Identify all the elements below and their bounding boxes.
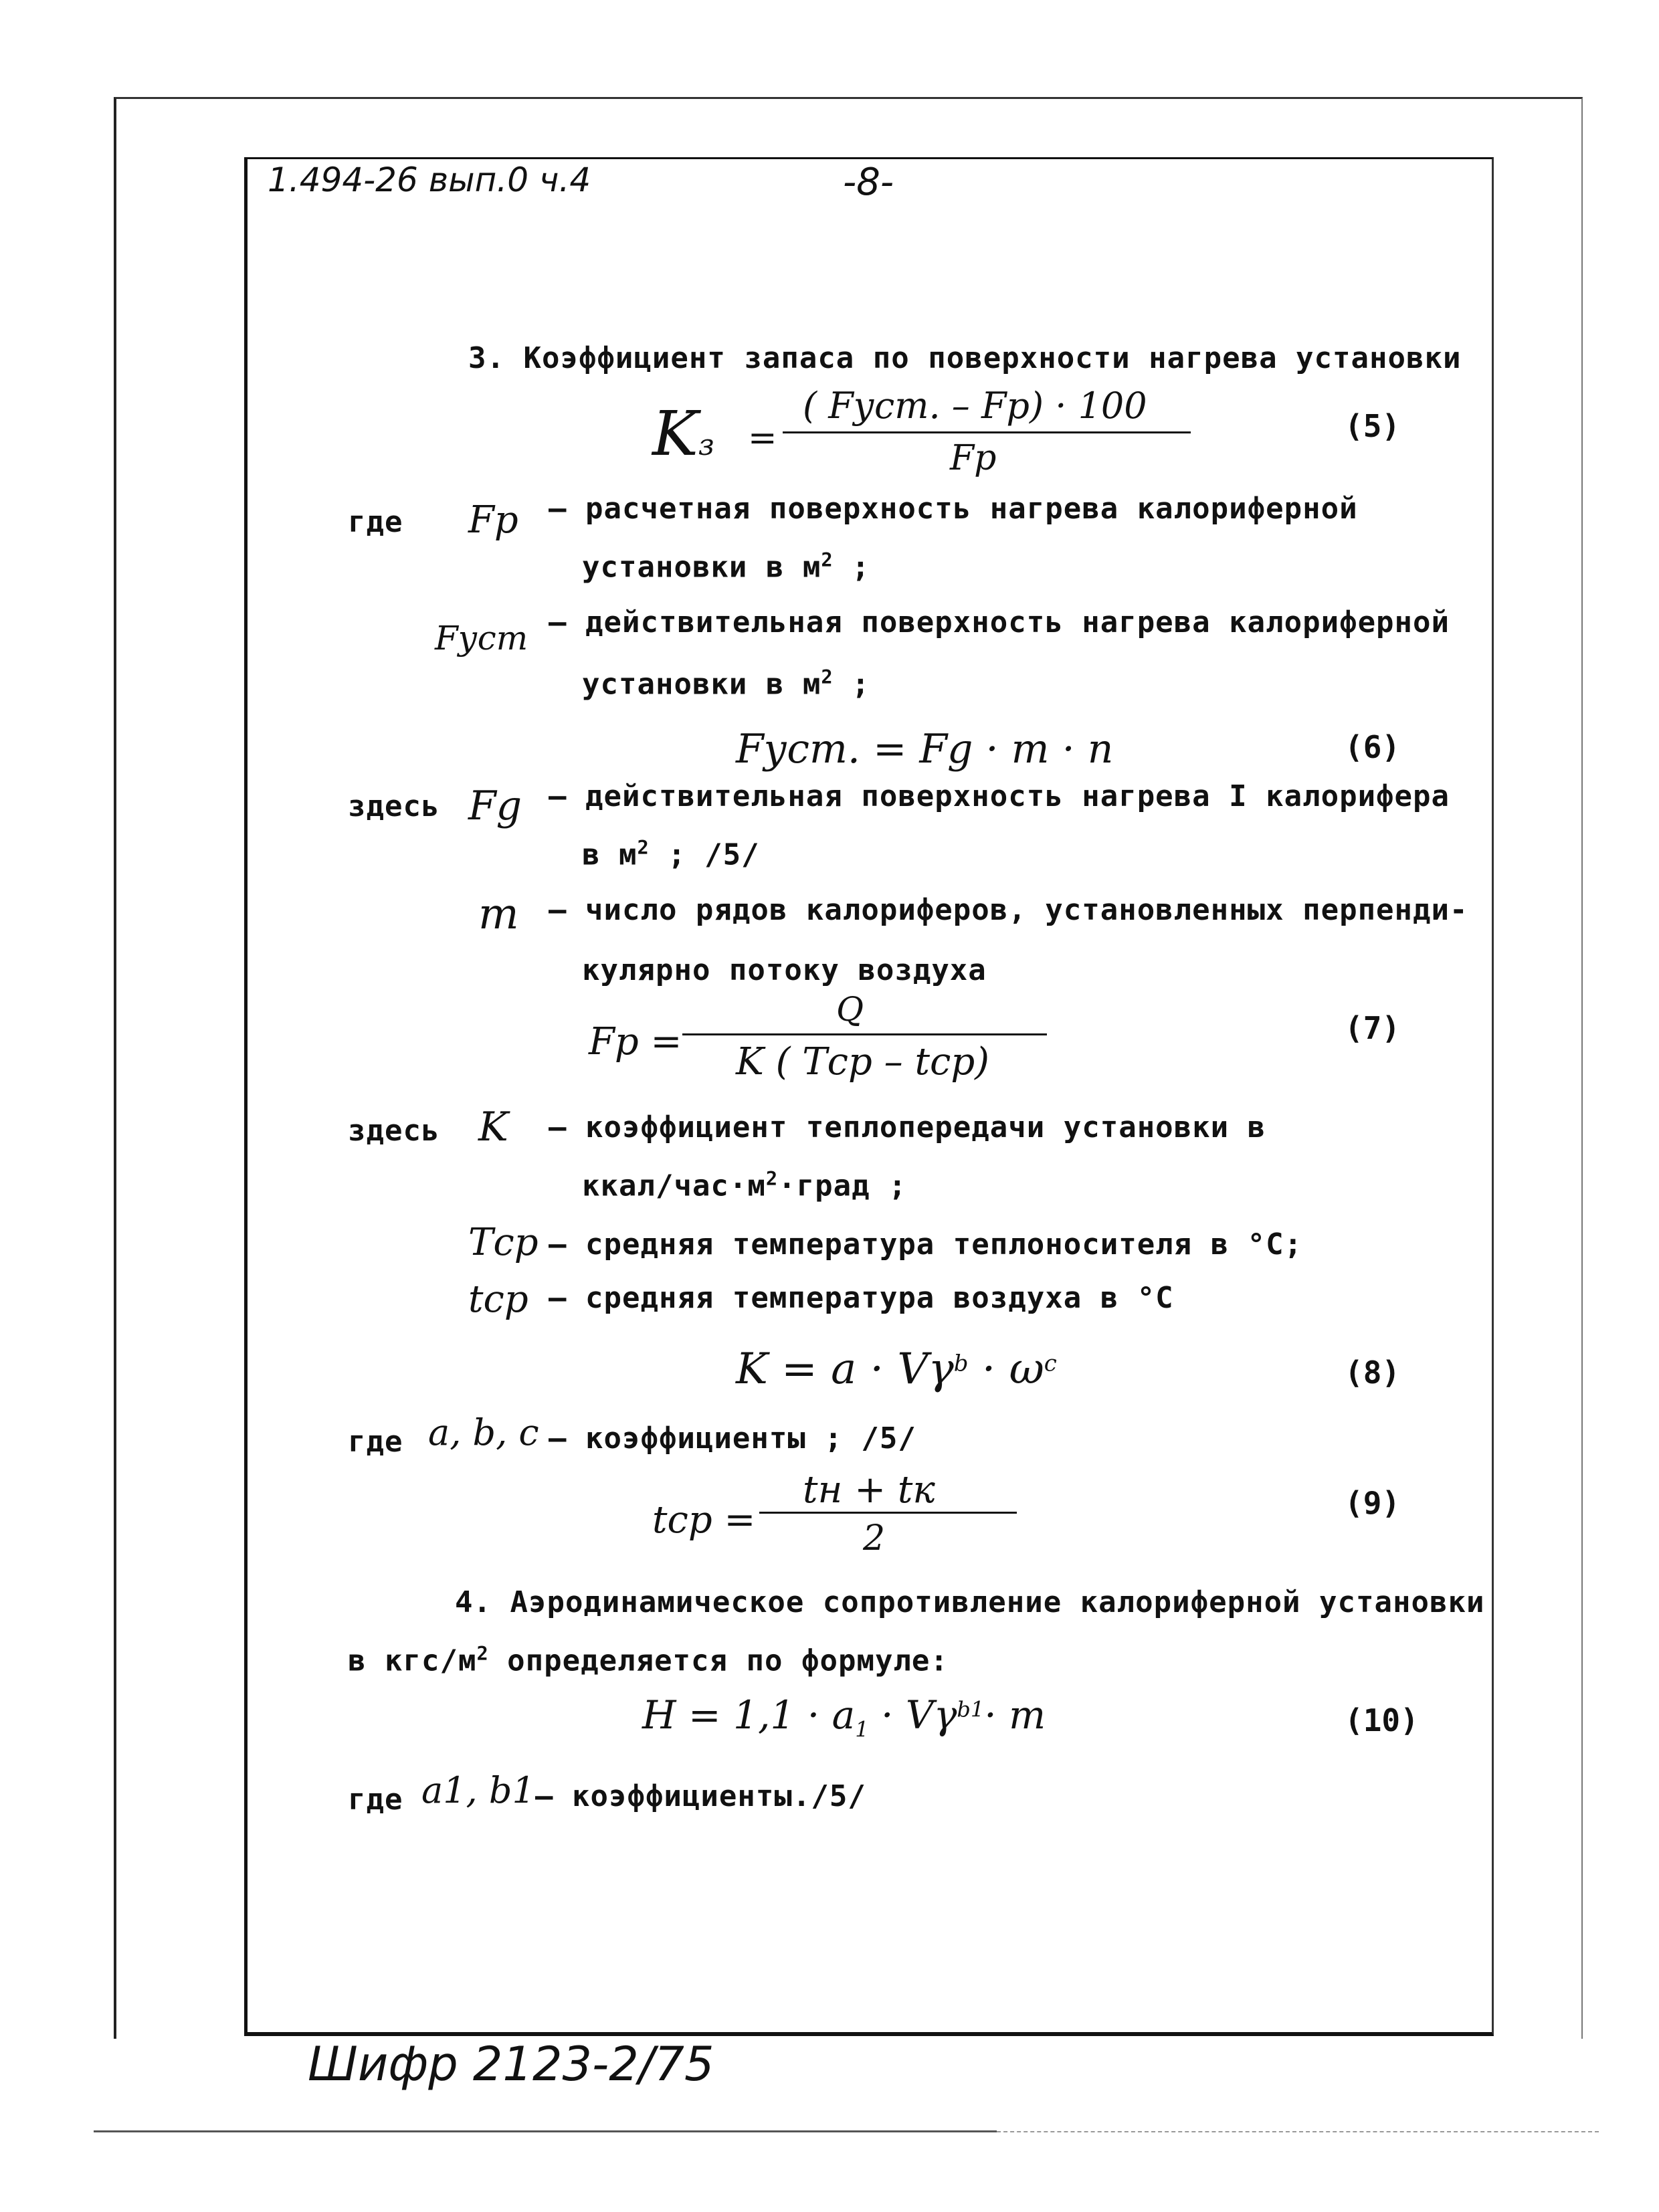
- section-4-line-2: в кгс/$м^2$ определяется по формуле:: [348, 1642, 949, 1678]
- bottom-dashed-rule: [997, 2131, 1599, 2132]
- here-label-2: здесь: [348, 1114, 440, 1148]
- formula-7-fraction-line: [682, 1033, 1047, 1035]
- formula-7-numerator: Q: [836, 990, 864, 1029]
- def-k-text-a: – коэффициент теплопередачи установки в: [549, 1110, 1266, 1144]
- formula-5-fraction-line: [783, 431, 1191, 433]
- formula-5-denominator: Fр: [950, 438, 997, 478]
- here-label-1: здесь: [348, 789, 440, 823]
- def-tcp-text: – средняя температура теплоносителя в °С;: [549, 1227, 1303, 1262]
- def-abc-text: – коэффициенты ; /5/: [549, 1421, 916, 1455]
- formula-10-number: (10): [1345, 1702, 1419, 1738]
- formula-9-number: (9): [1345, 1485, 1401, 1521]
- formula-10: $H = 1,1 \cdot a_1 \cdot V\gamma^{b1}\cdot m$: [642, 1692, 1046, 1742]
- formula-5-lhs: Kз: [652, 398, 714, 470]
- def-m-text-b: кулярно потоку воздуха: [582, 953, 987, 987]
- formula-9-lhs: tср =: [652, 1498, 756, 1542]
- def-fust-text-b: установки в $м^2$ ;: [582, 666, 870, 702]
- formula-5-number: (5): [1345, 408, 1401, 444]
- inner-frame: [244, 157, 1494, 2036]
- formula-6-number: (6): [1345, 729, 1401, 765]
- def-fust-text-a: – действительная поверхность нагрева калориферной: [549, 605, 1450, 639]
- def-a1b1-text: – коэффициенты./5/: [535, 1779, 866, 1813]
- def-fp-text-a: – расчетная поверхность нагрева калориферной: [549, 492, 1358, 526]
- formula-9-fraction-line: [759, 1512, 1017, 1514]
- def-k-symbol: K: [478, 1104, 508, 1150]
- formula-9-denominator: 2: [863, 1518, 886, 1559]
- formula-7-lhs: Fр =: [589, 1020, 682, 1064]
- def-k-text-b: ккал/$час\cdot м^2\cdot град$ ;: [582, 1167, 907, 1203]
- formula-7-denominator: K ( Tср – tср): [736, 1040, 990, 1084]
- where-label-2: где: [348, 1425, 403, 1459]
- def-a1b1-symbol: a1, b1: [421, 1769, 535, 1811]
- def-m-symbol: m: [478, 890, 519, 939]
- formula-5-equals: =: [748, 418, 777, 458]
- def-fust-symbol: Fуст: [435, 619, 528, 658]
- def-fp-text-b: установки в $м^2$ ;: [582, 548, 870, 585]
- def-abc-symbol: a, b, c: [428, 1411, 539, 1453]
- def-tcp-small-text: – средняя температура воздуха в °С: [549, 1281, 1174, 1315]
- def-fg-symbol: Fg: [468, 783, 522, 829]
- formula-8: $K = a \cdot V\gamma^b \cdot \omega^c$: [736, 1344, 1057, 1394]
- formula-7-number: (7): [1345, 1010, 1401, 1046]
- def-fp-symbol: Fр: [468, 498, 518, 542]
- where-label-3: где: [348, 1783, 403, 1817]
- formula-8-number: (8): [1345, 1354, 1401, 1391]
- formula-9-numerator: tн + tк: [803, 1468, 935, 1512]
- bottom-rule: [94, 2130, 997, 2132]
- def-m-text-a: – число рядов калориферов, установленных перпенди-: [549, 893, 1468, 927]
- def-tcp-symbol: Tср: [468, 1221, 539, 1264]
- formula-6: Fуст. = Fg · m · n: [736, 726, 1114, 773]
- document-reference: 1.494-26 вып.0 ч.4: [268, 161, 591, 199]
- cipher-stamp: Шифр 2123-2/75: [308, 2037, 714, 2092]
- def-tcp-small-symbol: tср: [468, 1278, 528, 1321]
- def-fg-text-a: – действительная поверхность нагрева I калорифера: [549, 779, 1450, 813]
- def-fg-text-b: в $м^2$ ; /5/: [582, 836, 760, 872]
- page-number: -8-: [843, 161, 894, 204]
- formula-5-numerator: ( Fуст. – Fр) · 100: [803, 385, 1147, 427]
- section-3-heading: 3. Коэффициент запаса по поверхности нагрева установки: [468, 341, 1462, 375]
- where-label: где: [348, 505, 403, 539]
- section-4-heading: 4. Аэродинамическое сопротивление калориферной установки: [455, 1585, 1485, 1619]
